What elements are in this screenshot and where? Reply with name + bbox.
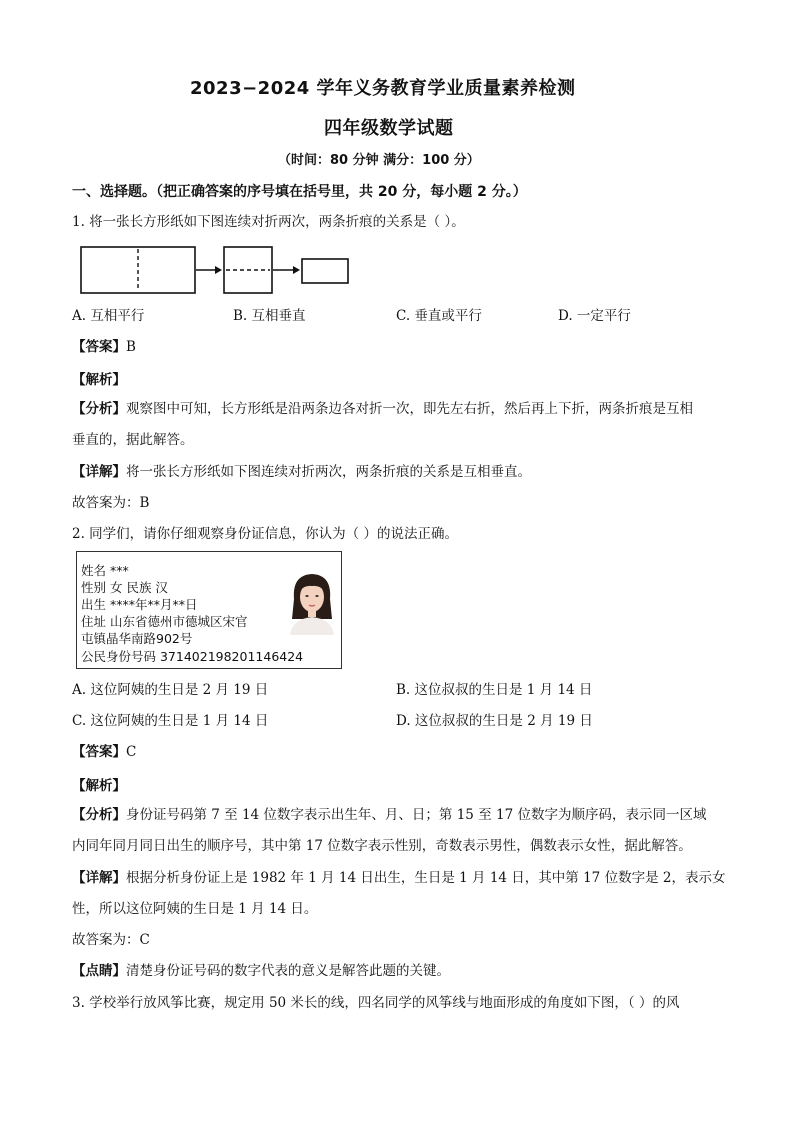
q1-analysis-tag: 【解析】 <box>72 372 126 388</box>
q2-detail <box>72 868 725 888</box>
folding-diagram <box>80 245 350 297</box>
exam-title: 2023−2024 学年义务教育学业质量素养检测 <box>190 78 576 99</box>
fenxi-tag: 【分析】 <box>72 401 126 417</box>
q1-option-d: D. 一定平行 <box>558 308 631 324</box>
id-card-birth: 出生 ****年**月**日 <box>81 597 198 612</box>
fenxi-tag: 【分析】 <box>72 807 126 823</box>
detail-text: 根据分析身份证上是 1982 年 1 月 14 日出生，生日是 1 月 14 日，其中第 17 位数字是 2，表示女 <box>126 870 726 886</box>
q2-option-c: C. 这位阿姨的生日是 1 月 14 日 <box>72 713 269 729</box>
q2-fenxi <box>72 805 706 825</box>
exam-subtitle: 四年级数学试题 <box>324 118 454 139</box>
exam-info: （时间：80 分钟 满分：100 分） <box>278 153 480 168</box>
id-card-number: 公民身份号码 371402198201146424 <box>81 649 304 664</box>
id-card <box>76 551 342 669</box>
fenxi-text: 观察图中可知，长方形纸是沿两条边各对折一次，即先左右折，然后再上下折，两条折痕是互相 <box>126 401 693 417</box>
q1-option-c: C. 垂直或平行 <box>396 308 482 324</box>
q2-detail-cont: 性，所以这位阿姨的生日是 1 月 14 日。 <box>72 901 318 917</box>
q1-stem: 1. 将一张长方形纸如下图连续对折两次，两条折痕的关系是（ ）。 <box>72 214 465 230</box>
q2-fenxi-cont: 内同年同月同日出生的顺序号，其中第 17 位数字表示性别，奇数表示男性，偶数表示女性，据此解答。 <box>72 838 692 854</box>
q2-answer <box>72 742 136 762</box>
q2-option-a: A. 这位阿姨的生日是 2 月 19 日 <box>72 682 269 698</box>
detail-tag: 【详解】 <box>72 464 126 480</box>
portrait-photo <box>284 569 340 635</box>
paper-quarter <box>302 259 348 283</box>
detail-tag: 【详解】 <box>72 870 126 886</box>
id-card-name: 姓名 *** <box>81 563 129 578</box>
q3-stem: 3. 学校举行放风筝比赛，规定用 50 米长的线，四名同学的风筝线与地面形成的角度如下图，（ ）的风 <box>72 995 680 1011</box>
answer-tag: 【答案】 <box>72 339 126 355</box>
q2-option-d: D. 这位叔叔的生日是 2 月 19 日 <box>396 713 593 729</box>
section-heading: 一、选择题。（把正确答案的序号填在括号里，共 20 分，每小题 2 分。） <box>72 184 527 200</box>
arrow-2-head <box>293 266 300 274</box>
q1-fenxi <box>72 399 693 419</box>
dianjing-text: 清楚身份证号码的数字代表的意义是解答此题的关键。 <box>126 963 450 979</box>
q2-option-b: B. 这位叔叔的生日是 1 月 14 日 <box>396 682 593 698</box>
id-card-address-cont: 屯镇晶华南路902号 <box>81 631 193 646</box>
answer-value: B <box>126 339 136 355</box>
id-card-address: 住址 山东省德州市德城区宋官 <box>81 614 248 629</box>
answer-value: C <box>126 744 137 760</box>
dianjing-tag: 【点睛】 <box>72 963 126 979</box>
q1-option-b: B. 互相垂直 <box>233 308 306 324</box>
q2-stem: 2. 同学们，请你仔细观察身份证信息，你认为（ ）的说法正确。 <box>72 526 458 542</box>
q2-analysis-tag: 【解析】 <box>72 778 126 794</box>
answer-tag: 【答案】 <box>72 744 126 760</box>
q1-fenxi-cont: 垂直的，据此解答。 <box>72 432 194 448</box>
q1-conclusion: 故答案为：B <box>72 495 150 511</box>
fenxi-text: 身份证号码第 7 至 14 位数字表示出生年、月、日；第 15 至 17 位数字为顺序码，表示同一区域 <box>126 807 707 823</box>
q2-dianjing <box>72 961 450 981</box>
q1-answer <box>72 337 136 357</box>
q2-conclusion: 故答案为：C <box>72 932 150 948</box>
q1-option-a: A. 互相平行 <box>72 308 145 324</box>
id-card-gender: 性别 女 民族 汉 <box>81 580 168 595</box>
arrow-1-head <box>215 266 222 274</box>
q1-detail <box>72 462 531 482</box>
detail-text: 将一张长方形纸如下图连续对折两次，两条折痕的关系是互相垂直。 <box>126 464 531 480</box>
